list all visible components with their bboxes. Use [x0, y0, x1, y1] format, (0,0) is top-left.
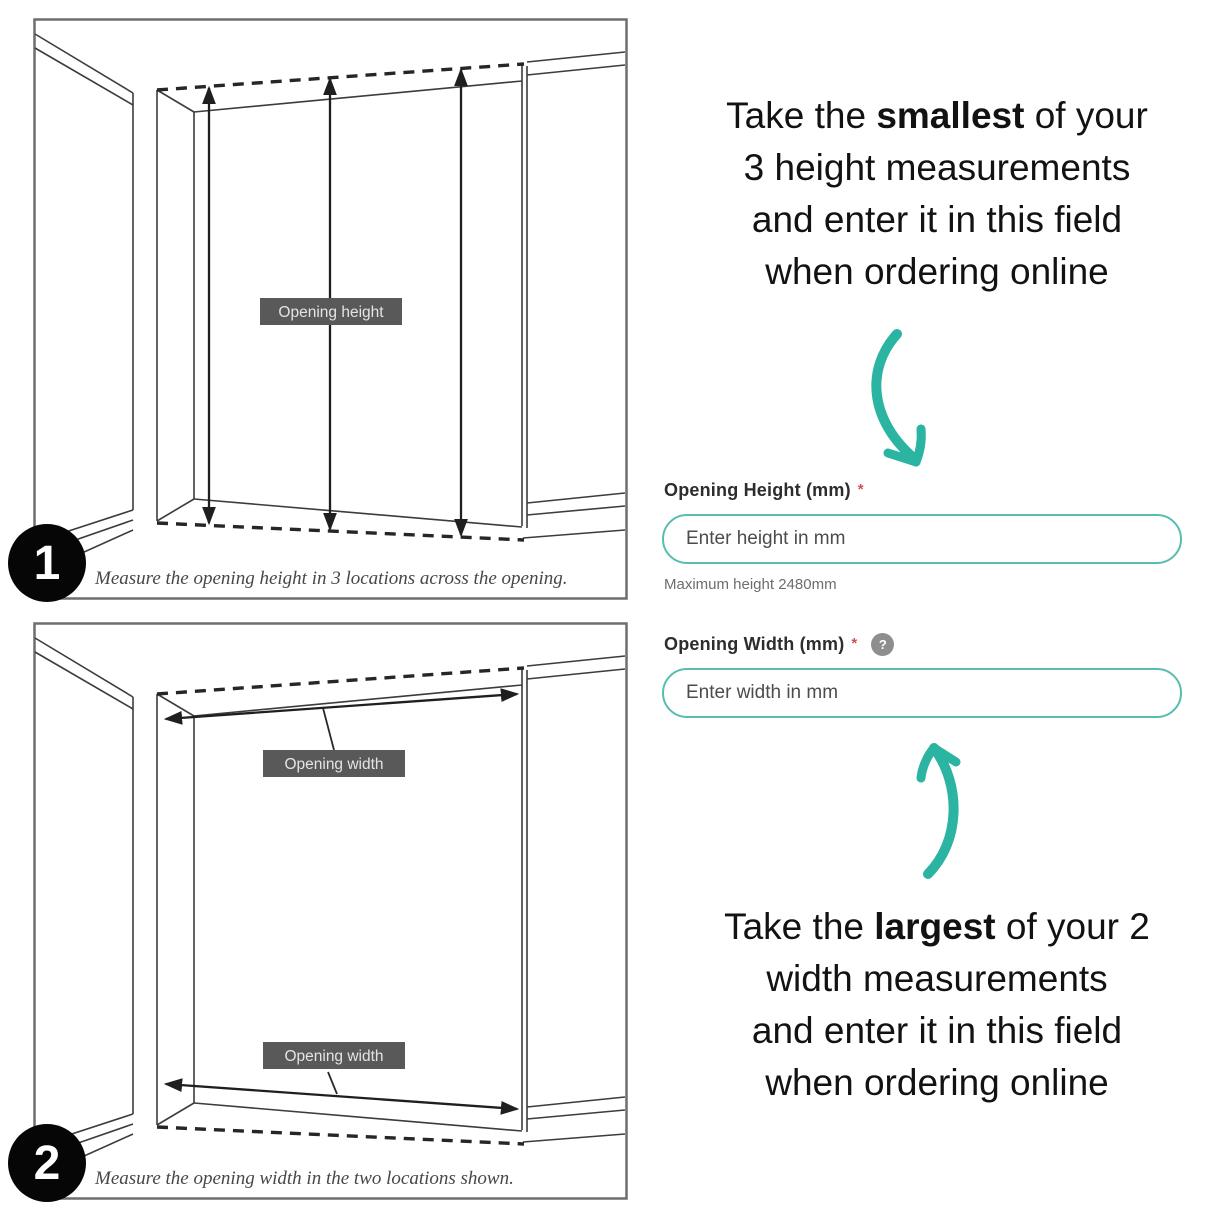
opening-height-input[interactable] [662, 514, 1182, 564]
width-instruction-line2: width measurements [766, 958, 1108, 999]
largest-emphasis: largest [874, 906, 996, 947]
opening-height-label [664, 480, 864, 501]
opening-height-label-text: Opening height [278, 304, 384, 322]
height-measure-diagram [33, 18, 628, 600]
opening-height-label [260, 298, 402, 325]
smallest-emphasis: smallest [876, 95, 1025, 136]
curved-arrow-down-icon [858, 328, 973, 473]
opening-width-label-text: Opening Width (mm) [664, 634, 845, 654]
step-1-number: 1 [33, 536, 61, 590]
step-1-badge [8, 524, 86, 602]
max-height-helper-text: Maximum height 2480mm [664, 576, 837, 593]
width-instruction-line3: and enter it in this field [751, 1010, 1123, 1051]
height-instruction-line1: Take the smallest of your [726, 95, 1148, 136]
order-instructions-panel [660, 0, 1214, 1214]
diagram1-caption: Measure the opening height in 3 locations across the opening. [95, 568, 568, 589]
opening-width-label [664, 634, 894, 656]
step-2-badge [8, 1124, 86, 1202]
step-2-number: 2 [33, 1136, 61, 1190]
opening-width-label-top [263, 750, 405, 777]
opening-width-label-top-text: Opening width [284, 756, 384, 774]
height-instruction-text [660, 90, 1214, 298]
diagram2-caption: Measure the opening width in the two locations shown. [95, 1168, 514, 1189]
curved-arrow-up-icon [870, 736, 990, 886]
opening-width-label-bottom [263, 1042, 405, 1069]
required-asterisk: * [851, 635, 858, 652]
height-instruction-line3: and enter it in this field [751, 199, 1123, 240]
opening-width-input[interactable] [662, 668, 1182, 718]
width-instruction-line1: Take the largest of your 2 [724, 906, 1150, 947]
required-asterisk: * [857, 481, 864, 498]
width-instruction-line4: when ordering online [765, 1062, 1109, 1103]
width-measure-diagram [33, 622, 628, 1200]
height-instruction-line2: 3 height measurements [743, 147, 1131, 188]
width-instruction-text [660, 901, 1214, 1109]
diagram-frame [35, 624, 627, 1199]
height-instruction-line4: when ordering online [765, 251, 1109, 292]
width-help-icon[interactable]: ? [871, 633, 894, 656]
opening-height-label-text: Opening Height (mm) [664, 480, 851, 500]
opening-width-label-bottom-text: Opening width [284, 1048, 384, 1066]
